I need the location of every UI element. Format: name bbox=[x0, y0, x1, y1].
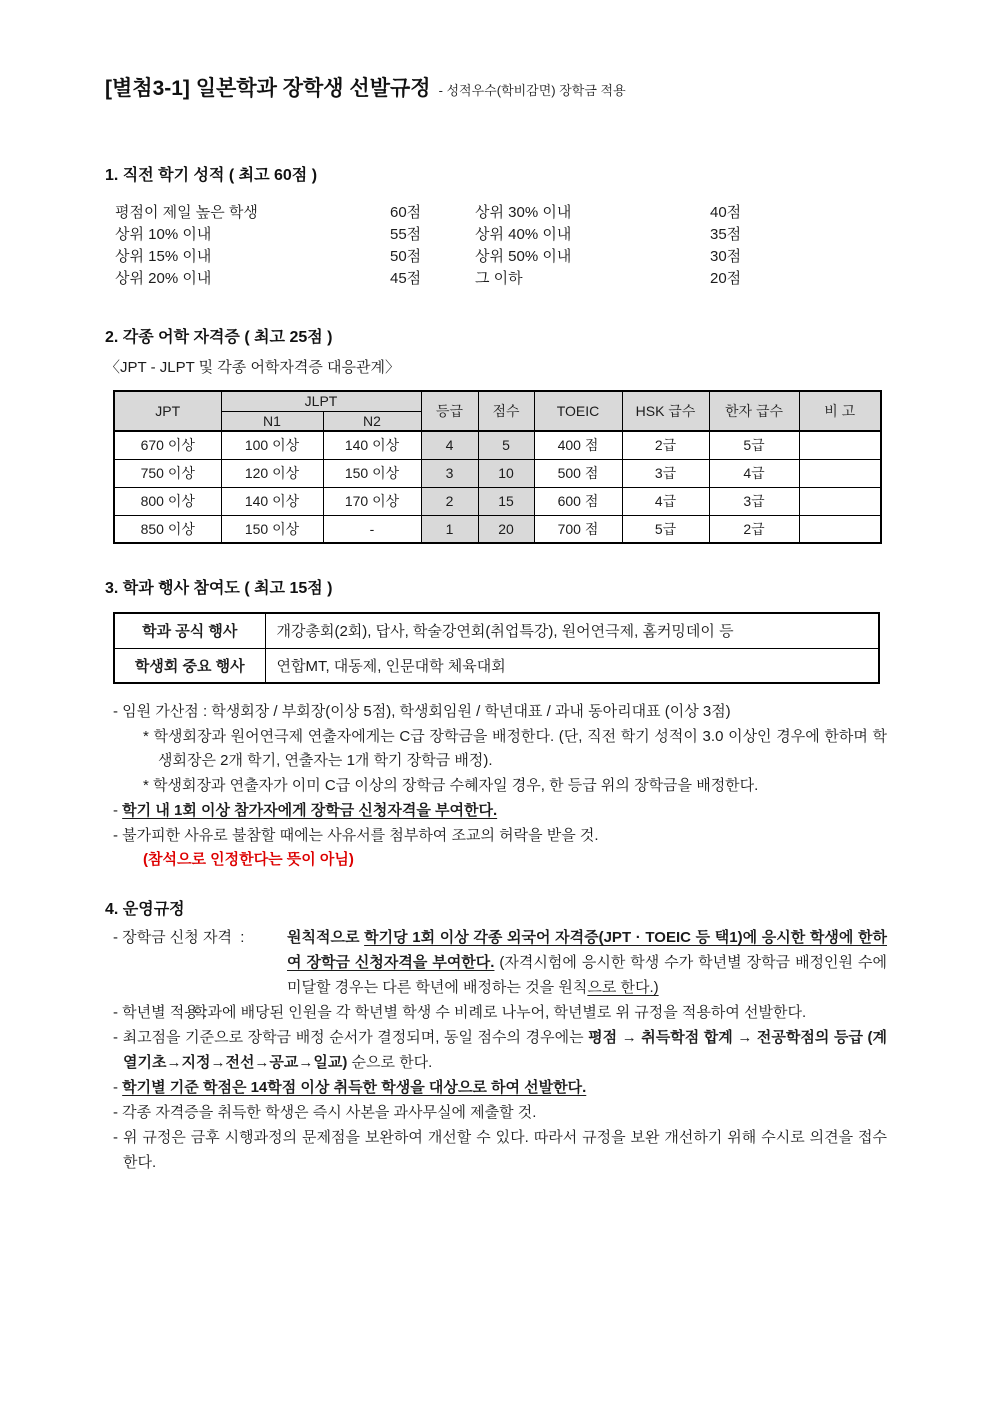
rule-item-minimum-credits bbox=[113, 1075, 887, 1100]
table-cell-score: 10 bbox=[478, 459, 534, 487]
table-cell: 670 이상 bbox=[114, 431, 221, 459]
col-header-note: 비 고 bbox=[799, 391, 881, 431]
header-row bbox=[114, 391, 881, 411]
table-cell bbox=[799, 487, 881, 515]
col-header-toeic: TOEIC bbox=[534, 391, 622, 431]
section2-heading: 2. 각종 어학 자격증 ( 최고 25점 ) bbox=[105, 329, 333, 346]
rule-text-bold: 평점 → 취득학점 합계 → 전공학점의 등급 (계열기초→지정→전선→공교→일교) bbox=[123, 1028, 887, 1071]
section4-heading: 4. 운영규정 bbox=[105, 900, 185, 918]
section3-notes bbox=[113, 700, 887, 873]
section-operating-rules bbox=[105, 896, 887, 1175]
table-row bbox=[114, 487, 881, 515]
col-header-hanja: 한자 급수 bbox=[709, 391, 799, 431]
table-cell: 750 이상 bbox=[114, 459, 221, 487]
asterisk-bullet: * bbox=[143, 777, 149, 795]
table-cell: 800 이상 bbox=[114, 487, 221, 515]
note-text-emphasized: 학기 내 1회 이상 참가자에게 장학금 신청자격을 부여한다. bbox=[122, 801, 498, 819]
table-cell: 3급 bbox=[709, 487, 799, 515]
table-cell-grade: 3 bbox=[421, 459, 478, 487]
table-cell: 150 이상 bbox=[323, 459, 421, 487]
rule-item-by-year-application bbox=[113, 1000, 887, 1025]
grade-score-grid bbox=[115, 202, 887, 290]
grade-label: 상위 40% 이내 bbox=[475, 226, 572, 243]
col-header-n1: N1 bbox=[221, 411, 323, 431]
section4-items bbox=[113, 925, 887, 1175]
certificate-table-caption: 〈JPT - JLPT 및 각종 어학자격증 대응관계〉 bbox=[105, 359, 401, 376]
table-cell: 140 이상 bbox=[221, 487, 323, 515]
col-header-hsk: HSK 급수 bbox=[622, 391, 709, 431]
table-cell-score: 20 bbox=[478, 515, 534, 543]
rule-text bbox=[287, 925, 887, 1000]
grade-points: 35점 bbox=[710, 226, 742, 243]
table-cell: 4급 bbox=[709, 459, 799, 487]
rule-item-application-eligibility bbox=[113, 925, 887, 1000]
rule-text-plain: 각종 자격증을 취득한 학생은 즉시 사본을 과사무실에 제출할 것. bbox=[122, 1103, 537, 1121]
note-text: 불가피한 사유로 불참할 때에는 사유서를 첨부하여 조교의 허락을 받을 것. bbox=[122, 826, 599, 844]
event-table bbox=[113, 612, 880, 684]
table-cell: 100 이상 bbox=[221, 431, 323, 459]
table-cell: 600 점 bbox=[534, 487, 622, 515]
dash-bullet: - bbox=[113, 1028, 118, 1046]
rule-text-plain: 순으로 한다. bbox=[347, 1053, 433, 1071]
table-cell-score: 5 bbox=[478, 431, 534, 459]
note-line bbox=[113, 700, 887, 725]
section-language-certificates bbox=[105, 324, 887, 544]
table-row bbox=[114, 431, 881, 459]
table-cell-score: 15 bbox=[478, 487, 534, 515]
table-cell: 2급 bbox=[622, 431, 709, 459]
event-list: 연합MT, 대동제, 인문대학 체육대회 bbox=[265, 648, 879, 683]
table-cell: 5급 bbox=[709, 431, 799, 459]
section-event-participation bbox=[105, 575, 887, 873]
grade-label: 그 이하 bbox=[475, 270, 523, 287]
grade-points: 30점 bbox=[710, 248, 742, 265]
event-category: 학생회 중요 행사 bbox=[114, 648, 265, 683]
grade-label: 평점이 제일 높은 학생 bbox=[115, 204, 258, 221]
section-previous-semester-grades bbox=[105, 162, 887, 290]
col-header-grade: 등급 bbox=[421, 391, 478, 431]
rule-text-plain: 최고점을 기준으로 장학금 배정 순서가 결정되며, 동일 점수의 경우에는 bbox=[122, 1028, 589, 1046]
col-header-jlpt: JLPT bbox=[221, 391, 421, 411]
table-cell: 120 이상 bbox=[221, 459, 323, 487]
asterisk-bullet: * bbox=[143, 727, 149, 745]
table-cell: 5급 bbox=[622, 515, 709, 543]
rule-text-bold-underline: 학기당 1회 이상 각종 외국어 자격증(JPT · TOEIC 등 택1)에 응시한 학생에 한하여 장학금 신청자격을 부여한다. bbox=[287, 928, 887, 971]
col-header-jpt: JPT bbox=[114, 391, 221, 431]
table-cell: 2급 bbox=[709, 515, 799, 543]
dash-bullet: - bbox=[113, 1128, 118, 1146]
table-cell-grade: 2 bbox=[421, 487, 478, 515]
table-cell-grade: 1 bbox=[421, 515, 478, 543]
document-subtitle: - 성적우수(학비감면) 장학금 적용 bbox=[438, 83, 626, 98]
grade-points: 50점 bbox=[390, 248, 422, 265]
grade-label: 상위 10% 이내 bbox=[115, 226, 212, 243]
grade-points: 45점 bbox=[390, 270, 422, 287]
section1-heading: 1. 직전 학기 성적 ( 최고 60점 ) bbox=[105, 167, 318, 184]
document-title: [별첨3-1] 일본학과 장학생 선발규정 bbox=[105, 77, 431, 100]
section3-heading: 3. 학과 행사 참여도 ( 최고 15점 ) bbox=[105, 580, 333, 597]
rule-text: 학과에 배당된 인원을 각 학년별 학생 수 비례로 나누어, 학년별로 위 규정을 적용하여 선발한다. bbox=[193, 1003, 807, 1021]
rule-text-plain: 위 규정은 금후 시행과정의 문제점을 보완하여 개선할 수 있다. 따라서 규정을 보완 개선하기 위해 수시로 의견을 접수한다. bbox=[122, 1128, 887, 1171]
rule-item-future-amendments bbox=[113, 1125, 887, 1175]
table-cell: 500 점 bbox=[534, 459, 622, 487]
table-cell bbox=[799, 459, 881, 487]
table-cell: 700 점 bbox=[534, 515, 622, 543]
dash-bullet: - bbox=[113, 801, 118, 819]
note-line bbox=[113, 799, 887, 824]
grade-label: 상위 30% 이내 bbox=[475, 204, 572, 221]
rule-text-underline: 으로 한다.) bbox=[587, 978, 659, 996]
dash-bullet: - bbox=[113, 826, 118, 844]
table-cell: 170 이상 bbox=[323, 487, 421, 515]
table-cell: 4급 bbox=[622, 487, 709, 515]
certificate-mapping-table bbox=[113, 390, 882, 544]
table-cell: 3급 bbox=[622, 459, 709, 487]
table-cell-grade: 4 bbox=[421, 431, 478, 459]
note-line bbox=[113, 824, 887, 849]
table-cell: 150 이상 bbox=[221, 515, 323, 543]
note-line bbox=[143, 774, 887, 799]
note-line bbox=[143, 725, 887, 774]
rule-item-ranking-order bbox=[113, 1025, 887, 1075]
table-row bbox=[114, 613, 879, 648]
dash-bullet: - bbox=[113, 703, 118, 720]
grade-points: 40점 bbox=[710, 204, 742, 221]
note-text: 학생회장과 원어연극제 연출자에게는 C급 장학금을 배정한다. (단, 직전 학기 성적이 3.0 이상인 경우에 한하며 학생회장은 2개 학기, 연출자는 1개 학기 장학금 배정). bbox=[153, 727, 887, 770]
table-cell bbox=[799, 431, 881, 459]
rule-label: - 장학금 신청 자격 : bbox=[113, 928, 253, 946]
table-row bbox=[114, 459, 881, 487]
table-row bbox=[114, 515, 881, 543]
col-header-score: 점수 bbox=[478, 391, 534, 431]
rule-text-plain: (자격시험에 응시한 학생 수가 학년별 장학금 배정인원 수에 미달할 경우는 다른 학년에 배정하는 것을 원칙 bbox=[287, 953, 887, 996]
grade-label: 상위 20% 이내 bbox=[115, 270, 212, 287]
col-header-n2: N2 bbox=[323, 411, 421, 431]
grade-points: 55점 bbox=[390, 226, 422, 243]
note-text: 임원 가산점 : 학생회장 / 부회장(이상 5점), 학생회임원 / 학년대표 / 과내 동아리대표 (이상 3점) bbox=[122, 703, 731, 720]
note-text: 학생회장과 연출자가 이미 C급 이상의 장학금 수혜자일 경우, 한 등급 위의 장학금을 배정한다. bbox=[153, 777, 759, 795]
note-warning-red: (참석으로 인정한다는 뜻이 아님) bbox=[143, 851, 354, 869]
table-row bbox=[114, 648, 879, 683]
table-cell: 400 점 bbox=[534, 431, 622, 459]
rule-label: - 학년별 적용 : bbox=[113, 1003, 212, 1021]
dash-bullet: - bbox=[113, 1103, 118, 1121]
table-cell: 850 이상 bbox=[114, 515, 221, 543]
table-cell: - bbox=[323, 515, 421, 543]
event-category: 학과 공식 행사 bbox=[114, 613, 265, 648]
table-cell: 140 이상 bbox=[323, 431, 421, 459]
grade-label: 상위 50% 이내 bbox=[475, 248, 572, 265]
grade-points: 20점 bbox=[710, 270, 742, 287]
dash-bullet: - bbox=[113, 1078, 118, 1096]
title-line bbox=[105, 72, 887, 102]
rule-text-bold-underline: 학기별 기준 학점은 14학점 이상 취득한 학생을 대상으로 하여 선발한다. bbox=[122, 1078, 587, 1096]
grade-points: 60점 bbox=[390, 204, 422, 221]
event-list: 개강총회(2회), 답사, 학술강연회(취업특강), 원어연극제, 홈커밍데이 등 bbox=[265, 613, 879, 648]
rule-item-submit-certificates bbox=[113, 1100, 887, 1125]
rule-text-bold: 원칙적으로 bbox=[287, 928, 365, 946]
grade-label: 상위 15% 이내 bbox=[115, 248, 212, 265]
table-cell bbox=[799, 515, 881, 543]
